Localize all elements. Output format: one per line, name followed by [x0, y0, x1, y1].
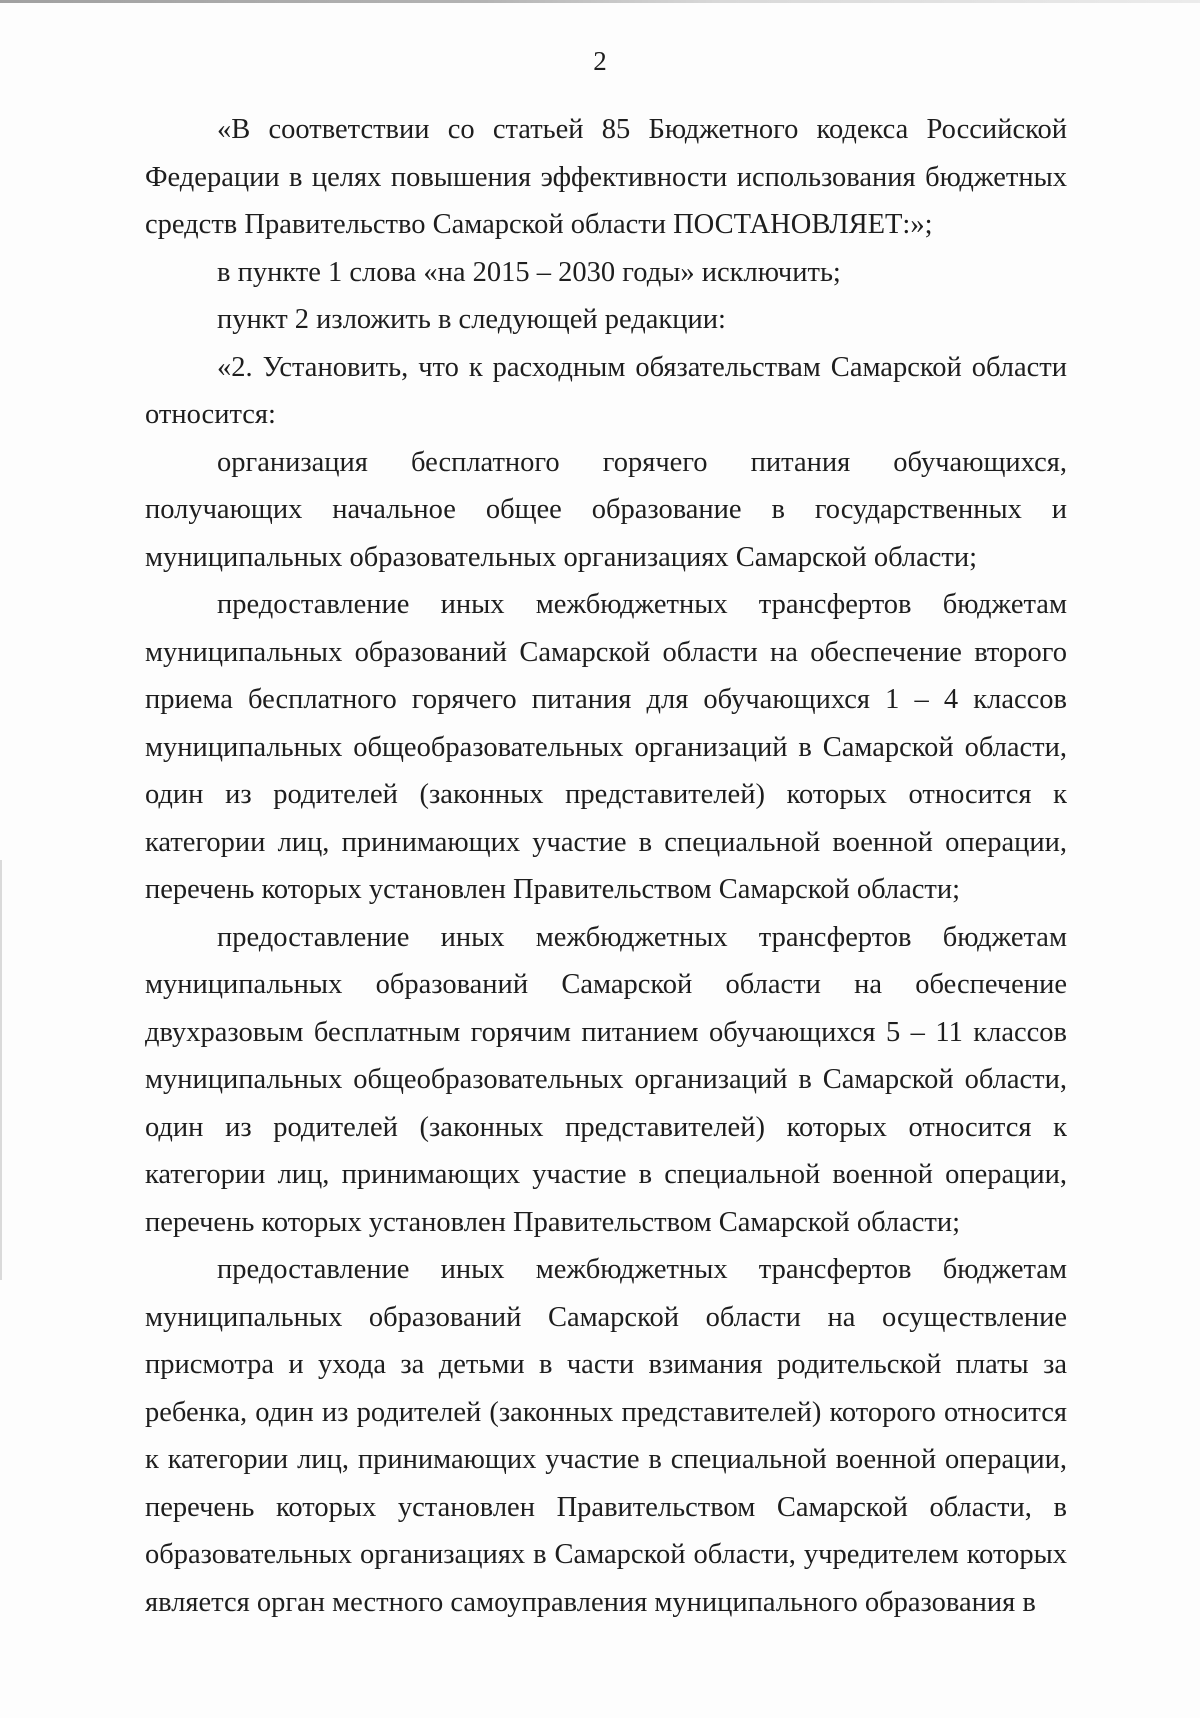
scan-edge-top: [0, 0, 1200, 3]
scan-edge-left: [0, 860, 2, 1280]
paragraph-obligation-two-meals: предоставление иных межбюджетных трансфертов бюджетам муниципальных образований Самарской области на обеспечение двухразовым бесплатным горячим питанием обучающихся 5 – 11 классов муниципальных общеобразовательных организаций в Самарской области, один из родителей (законных представителей) которых относится к категории лиц, принимающих участие в специальной военной операции, перечень которых установлен Правительством Самарской области;: [145, 921, 1067, 1238]
paragraph-obligation-childcare: предоставление иных межбюджетных трансфертов бюджетам муниципальных образований Самарской области на осуществление присмотра и ухода за детьми в части взимания родительской платы за ребенка, один из родителей (законных представителей) которого относится к категории лиц, принимающих участие в специальной военной операции, перечень которых установлен Правительством Самарской области, в образовательных организациях в Самарской области, учредителем которых является орган местного самоуправления муниципального образования в: [145, 1254, 1067, 1618]
paragraph-point-2-intro: пункт 2 изложить в следующей редакции:: [217, 304, 726, 335]
paragraph-point-2-text: «2. Установить, что к расходным обязательствам Самарской области относится:: [145, 351, 1067, 430]
paragraph-point-1-change: в пункте 1 слова «на 2015 – 2030 годы» исключить;: [217, 256, 841, 288]
page-number: 2: [593, 46, 607, 76]
paragraph-obligation-hot-meals: организация бесплатного горячего питания обучающихся, получающих начальное общее образование в государственных и муниципальных образовательных организациях Самарской области;: [145, 446, 1067, 573]
document-body: [145, 106, 1067, 1626]
paragraph-obligation-second-meal: предоставление иных межбюджетных трансфертов бюджетам муниципальных образований Самарской области на обеспечение второго приема бесплатного горячего питания для обучающихся 1 – 4 классов муниципальных общеобразовательных организаций в Самарской области, один из родителей (законных представителей) которых относится к категории лиц, принимающих участие в специальной военной операции, перечень которых установлен Правительством Самарской области;: [145, 589, 1067, 905]
paragraph-preamble: «В соответствии со статьей 85 Бюджетного кодекса Российской Федерации в целях повышения эффективности использования бюджетных средств Правительство Самарской области ПОСТАНОВЛЯЕТ:»;: [145, 114, 1067, 240]
